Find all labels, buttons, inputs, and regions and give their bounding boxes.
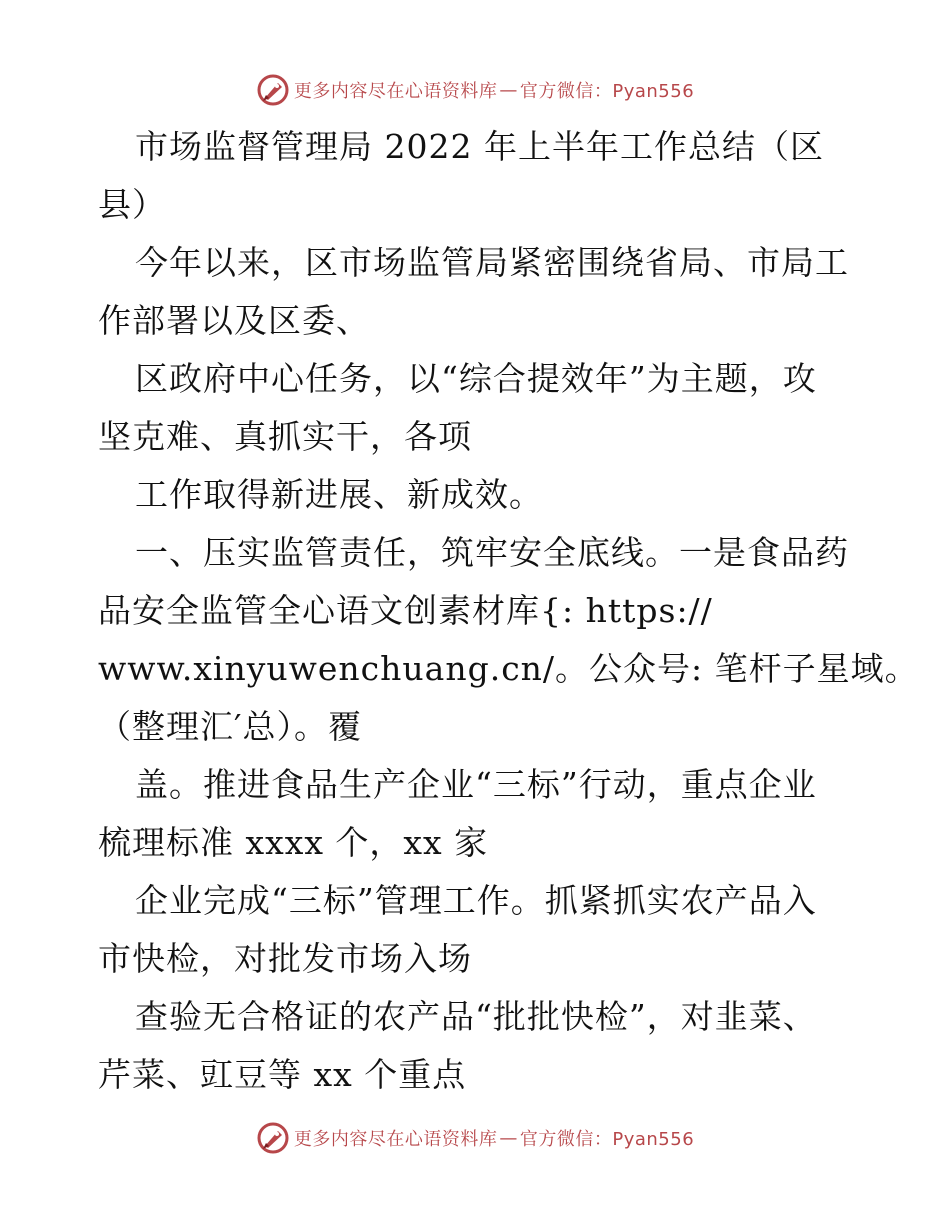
banner-slogan: 更多内容尽在心语资料库 <box>293 1129 498 1150</box>
footer-banner <box>0 1118 950 1158</box>
doc-line: 查验无合格证的农产品“批批快检”，对韭菜、 <box>135 997 817 1036</box>
doc-line: 县） <box>98 185 166 224</box>
pen-nib-logo-icon <box>256 1121 290 1155</box>
pen-nib-logo-icon <box>256 73 290 107</box>
header-banner <box>0 70 950 110</box>
banner-wechat: 官方微信：Pyan556 <box>519 81 695 102</box>
doc-line: 市快检，对批发市场入场 <box>98 939 472 978</box>
doc-line: 品安全监管全心语文创素材库{: https:// <box>98 591 713 630</box>
doc-line: 市场监督管理局 2022 年上半年工作总结（区 <box>135 127 824 166</box>
banner-slogan: 更多内容尽在心语资料库 <box>293 81 498 102</box>
doc-line: 作部署以及区委、 <box>98 301 370 340</box>
doc-line: 坚克难、真抓实干，各项 <box>98 417 472 456</box>
doc-line: 芹菜、豇豆等 xx 个重点 <box>98 1055 467 1094</box>
doc-line: 今年以来，区市场监管局紧密围绕省局、市局工 <box>135 243 849 282</box>
doc-line: （整理汇′总）。覆 <box>98 707 362 746</box>
doc-line: 区政府中心任务，以“综合提效年”为主题，攻 <box>135 359 817 398</box>
doc-line: 一、压实监管责任，筑牢安全底线。一是食品药 <box>135 533 849 572</box>
banner-text <box>294 1125 694 1151</box>
banner-separator: — <box>499 1127 518 1149</box>
doc-line: 盖。推进食品生产企业“三标”行动，重点企业 <box>135 765 817 804</box>
banner-wechat: 官方微信：Pyan556 <box>519 1129 695 1150</box>
doc-line: 企业完成“三标”管理工作。抓紧抓实农产品入 <box>135 881 817 920</box>
banner-separator: — <box>499 79 518 101</box>
doc-line: 梳理标准 xxxx 个，xx 家 <box>98 823 489 862</box>
banner-text <box>294 77 694 103</box>
doc-line: 工作取得新进展、新成效。 <box>135 475 543 514</box>
document-body <box>98 118 919 1104</box>
doc-line: www.xinyuwenchuang.cn/。公众号: 笔杆子星域。 <box>98 649 919 688</box>
